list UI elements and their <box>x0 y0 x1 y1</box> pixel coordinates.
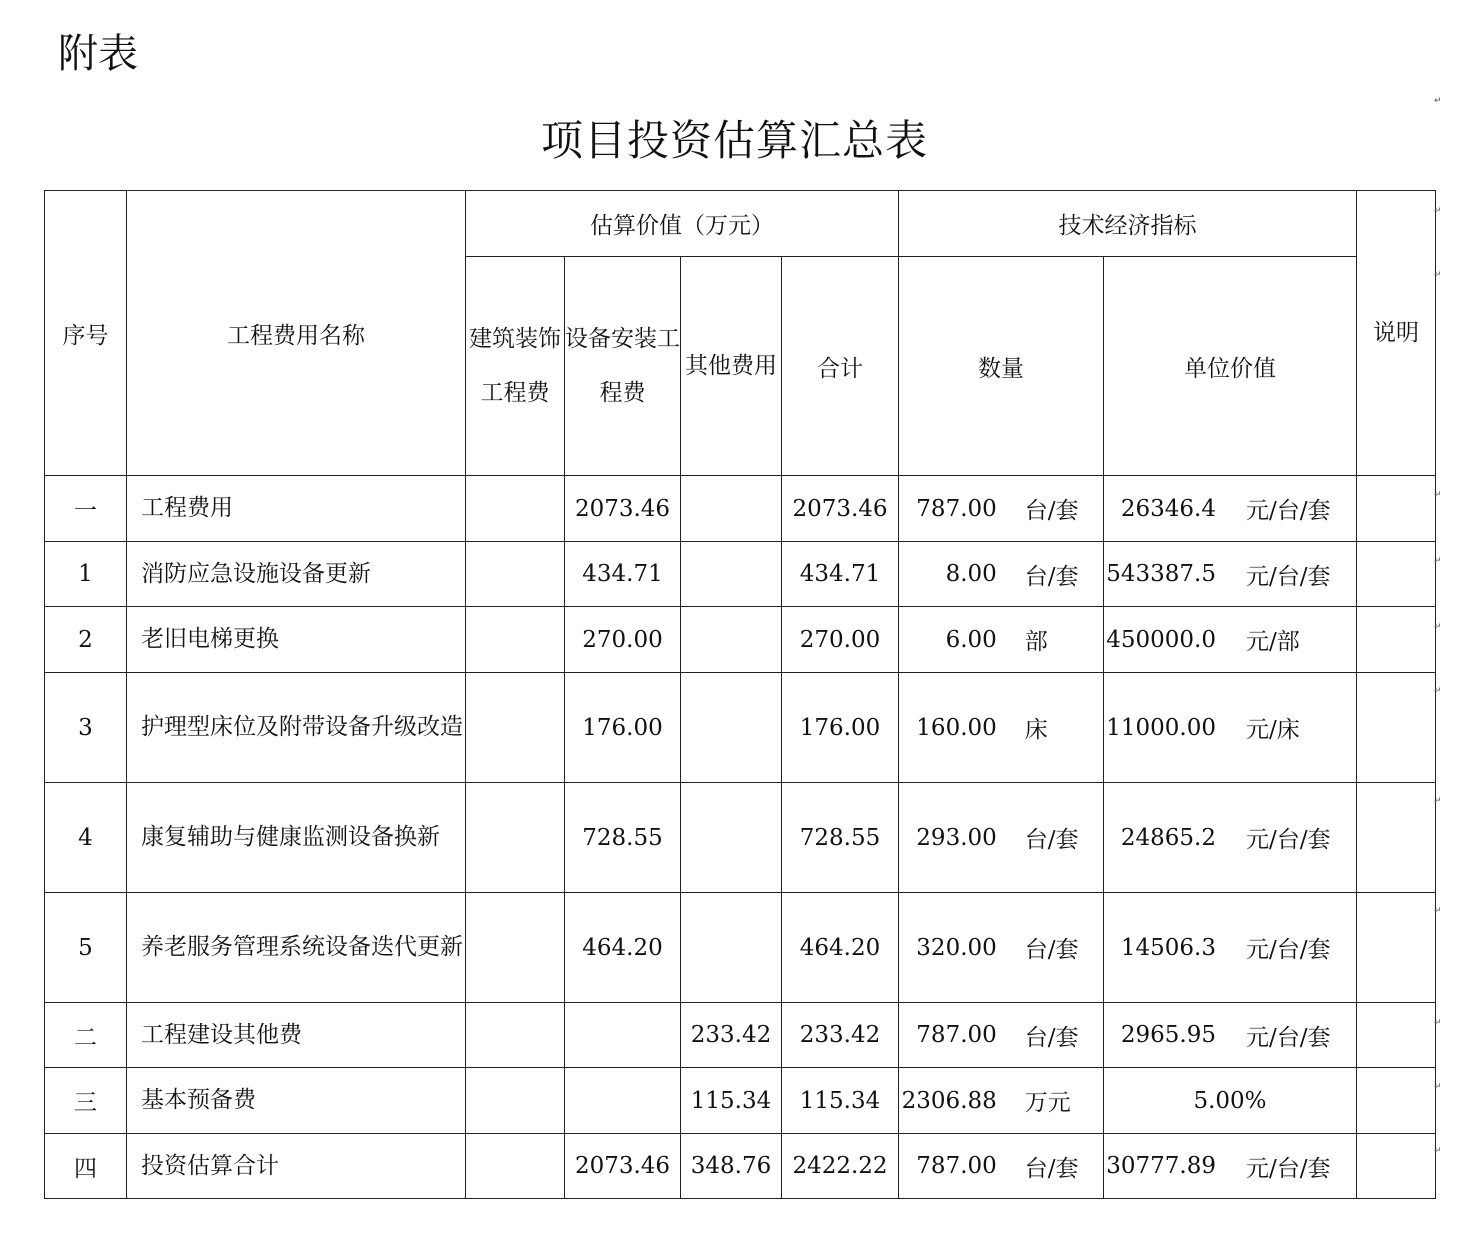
unit-value-unit: 元/台/套 <box>1246 498 1331 524</box>
cell-quantity <box>899 542 1104 607</box>
quantity-value: 160.00 <box>916 714 997 741</box>
cell-seq: 5 <box>45 893 127 1003</box>
quantity-unit: 床 <box>1024 717 1048 743</box>
unit-value: 543387.5 <box>1106 561 1216 587</box>
cell-name: 康复辅助与健康监测设备换新 <box>127 783 466 893</box>
cell-quantity <box>899 1003 1104 1068</box>
cell-name: 工程费用 <box>127 476 466 542</box>
paragraph-mark: ↵ <box>1434 686 1442 696</box>
cell-seq: 四 <box>45 1134 127 1199</box>
quantity-value: 787.00 <box>916 495 997 522</box>
cell-other: 348.76 <box>681 1134 782 1199</box>
quantity-unit: 部 <box>1024 629 1048 655</box>
cell-name: 消防应急设施设备更新 <box>127 542 466 607</box>
paragraph-mark: ↵ <box>1434 270 1442 280</box>
cell-other <box>681 673 782 783</box>
quantity-unit: 台/套 <box>1024 563 1079 590</box>
table-row <box>45 1134 1436 1199</box>
header-remark: 说明 <box>1357 191 1436 476</box>
cell-building <box>466 1003 565 1068</box>
cell-other <box>681 542 782 607</box>
header-equipment: 设备安装工程费 <box>565 257 681 476</box>
cell-equipment <box>565 1068 681 1134</box>
cell-building <box>466 542 565 607</box>
cell-building <box>466 476 565 542</box>
unit-value-unit: 元/台/套 <box>1246 563 1331 590</box>
paragraph-mark: ↵ <box>1434 796 1442 806</box>
unit-value-unit: 元/台/套 <box>1246 1155 1331 1182</box>
cell-remark <box>1357 607 1436 673</box>
paragraph-mark: ↵ <box>1434 96 1442 106</box>
cell-seq: 一 <box>45 476 127 542</box>
cell-other: 115.34 <box>681 1068 782 1134</box>
cell-seq: 二 <box>45 1003 127 1068</box>
cell-total: 2073.46 <box>782 476 899 542</box>
cell-remark <box>1357 1068 1436 1134</box>
cell-unit-value <box>1104 1068 1357 1134</box>
cell-seq: 1 <box>45 542 127 607</box>
cell-quantity <box>899 476 1104 542</box>
cell-unit-value <box>1104 607 1357 673</box>
cell-other <box>681 783 782 893</box>
unit-value: 14506.3 <box>1120 934 1216 961</box>
quantity-value: 787.00 <box>916 1153 997 1179</box>
cell-equipment: 270.00 <box>565 607 681 673</box>
cell-unit-value <box>1104 783 1357 893</box>
cell-total: 233.42 <box>782 1003 899 1068</box>
document-title: 项目投资估算汇总表 <box>540 116 928 165</box>
unit-value: 24865.2 <box>1120 824 1216 851</box>
unit-value: 5.00% <box>1193 1087 1267 1114</box>
cell-name: 基本预备费 <box>127 1068 466 1134</box>
cell-quantity <box>899 607 1104 673</box>
table-body <box>45 476 1436 1199</box>
header-seq: 序号 <box>45 191 127 476</box>
table-row <box>45 673 1436 783</box>
quantity-unit: 台/套 <box>1024 827 1079 853</box>
unit-value: 2965.95 <box>1120 1022 1216 1048</box>
cell-equipment: 434.71 <box>565 542 681 607</box>
cell-building <box>466 1134 565 1199</box>
quantity-value: 8.00 <box>945 561 997 587</box>
cell-quantity <box>899 1068 1104 1134</box>
paragraph-mark: ↵ <box>1434 1146 1442 1156</box>
table-row <box>45 542 1436 607</box>
cell-other <box>681 607 782 673</box>
cell-remark <box>1357 542 1436 607</box>
quantity-unit: 台/套 <box>1024 1024 1079 1051</box>
cell-building <box>466 673 565 783</box>
cell-equipment: 2073.46 <box>565 1134 681 1199</box>
cell-seq: 4 <box>45 783 127 893</box>
unit-value-unit: 元/台/套 <box>1246 1024 1331 1051</box>
cell-total: 728.55 <box>782 783 899 893</box>
investment-estimate-table <box>44 190 1436 1199</box>
paragraph-mark: ↵ <box>1434 1018 1442 1028</box>
cell-quantity <box>899 893 1104 1003</box>
cell-name: 投资估算合计 <box>127 1134 466 1199</box>
cell-building <box>466 1068 565 1134</box>
cell-seq: 2 <box>45 607 127 673</box>
quantity-unit: 万元 <box>1024 1090 1071 1116</box>
header-building: 建筑装饰工程费 <box>466 257 565 476</box>
appendix-label: 附表 <box>58 31 138 77</box>
paragraph-mark: ↵ <box>1434 556 1442 566</box>
header-quantity: 数量 <box>899 257 1104 476</box>
cell-building <box>466 783 565 893</box>
table-row <box>45 893 1436 1003</box>
cell-other <box>681 476 782 542</box>
table-row <box>45 783 1436 893</box>
table-row <box>45 1003 1436 1068</box>
unit-value: 30777.89 <box>1106 1153 1216 1179</box>
paragraph-mark: ↵ <box>1434 1082 1442 1092</box>
cell-total: 176.00 <box>782 673 899 783</box>
cell-other: 233.42 <box>681 1003 782 1068</box>
cell-quantity <box>899 1134 1104 1199</box>
cell-unit-value <box>1104 1134 1357 1199</box>
cell-quantity <box>899 783 1104 893</box>
cell-equipment <box>565 1003 681 1068</box>
cell-remark <box>1357 893 1436 1003</box>
cell-total: 270.00 <box>782 607 899 673</box>
cell-total: 115.34 <box>782 1068 899 1134</box>
cell-total: 464.20 <box>782 893 899 1003</box>
unit-value: 11000.00 <box>1106 714 1216 741</box>
quantity-value: 2306.88 <box>901 1087 997 1114</box>
header-estimate-group: 估算价值（万元） <box>466 191 899 257</box>
header-name: 工程费用名称 <box>127 191 466 476</box>
cell-equipment: 176.00 <box>565 673 681 783</box>
cell-remark <box>1357 1003 1436 1068</box>
unit-value-unit: 元/台/套 <box>1246 827 1331 853</box>
cell-name: 工程建设其他费 <box>127 1003 466 1068</box>
quantity-unit: 台/套 <box>1024 1155 1079 1182</box>
cell-total: 2422.22 <box>782 1134 899 1199</box>
paragraph-mark: ↵ <box>1434 490 1442 500</box>
cell-seq: 3 <box>45 673 127 783</box>
cell-building <box>466 607 565 673</box>
cell-unit-value <box>1104 542 1357 607</box>
cell-unit-value <box>1104 476 1357 542</box>
unit-value-unit: 元/部 <box>1246 629 1300 655</box>
header-total: 合计 <box>782 257 899 476</box>
cell-name: 护理型床位及附带设备升级改造 <box>127 673 466 783</box>
cell-equipment: 464.20 <box>565 893 681 1003</box>
table-row <box>45 607 1436 673</box>
quantity-value: 320.00 <box>916 934 997 961</box>
table-row <box>45 1068 1436 1134</box>
quantity-unit: 台/套 <box>1024 937 1079 963</box>
header-unit-value: 单位价值 <box>1104 257 1357 476</box>
quantity-value: 293.00 <box>916 824 997 851</box>
quantity-value: 787.00 <box>916 1022 997 1048</box>
quantity-value: 6.00 <box>945 626 997 653</box>
quantity-unit: 台/套 <box>1024 498 1079 524</box>
table-row <box>45 476 1436 542</box>
cell-remark <box>1357 1134 1436 1199</box>
cell-name: 老旧电梯更换 <box>127 607 466 673</box>
cell-seq: 三 <box>45 1068 127 1134</box>
cell-equipment: 728.55 <box>565 783 681 893</box>
cell-other <box>681 893 782 1003</box>
cell-equipment: 2073.46 <box>565 476 681 542</box>
cell-building <box>466 893 565 1003</box>
paragraph-mark: ↵ <box>1434 906 1442 916</box>
cell-unit-value <box>1104 893 1357 1003</box>
cell-name: 养老服务管理系统设备迭代更新 <box>127 893 466 1003</box>
cell-quantity <box>899 673 1104 783</box>
unit-value-unit: 元/台/套 <box>1246 937 1331 963</box>
cell-remark <box>1357 476 1436 542</box>
unit-value: 26346.4 <box>1120 495 1216 522</box>
cell-remark <box>1357 783 1436 893</box>
cell-remark <box>1357 673 1436 783</box>
paragraph-mark: ↵ <box>1434 622 1442 632</box>
unit-value-unit: 元/床 <box>1246 717 1300 743</box>
cell-unit-value <box>1104 673 1357 783</box>
paragraph-mark: ↵ <box>1434 206 1442 216</box>
header-tech-group: 技术经济指标 <box>899 191 1357 257</box>
cell-unit-value <box>1104 1003 1357 1068</box>
unit-value: 450000.0 <box>1106 626 1216 653</box>
header-other: 其他费用 <box>681 257 782 476</box>
cell-total: 434.71 <box>782 542 899 607</box>
